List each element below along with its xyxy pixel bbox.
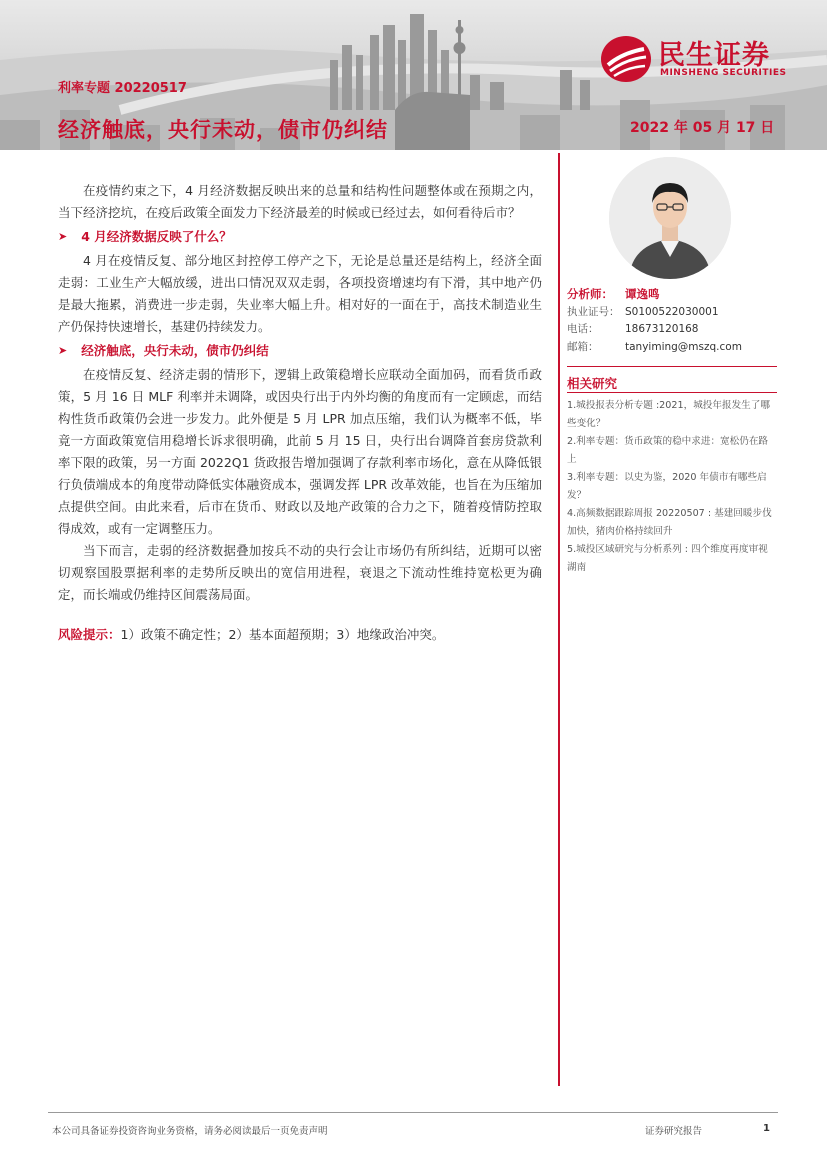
risk-warning [58, 624, 542, 646]
analyst-phone-label: 电话： [567, 323, 599, 335]
related-item-1: 1.城投报表分析专题 :2021，城投年报发生了哪些变化？ [567, 400, 770, 429]
related-separator [567, 392, 777, 393]
analyst-name-label: 分析师： [567, 287, 613, 301]
report-date: 2022 年 05 月 17 日 [630, 120, 775, 136]
analyst-email-row [567, 339, 742, 357]
risk-label: 风险提示： [58, 627, 121, 642]
section-paragraph-2a: 在疫情反复、经济走弱的情形下，逻辑上政策稳增长应联动全面加码，而看货币政策，5 月 16 日 MLF 利率并未调降，或因央行出于内外均衡的角度而有一定顾虑，而结构性货币政策仍会进一步发力。此外便是 5 月 LPR 加点压缩，我们认为概率不低，毕竟一方面政策宽信用稳增长诉求很明确，此前 5 月 15 日，央行出台调降首套房贷款利率下限的政策，另一方面 2022Q1 货政报告增加强调了存款利率市场化，意在从降低银行负债端成本的角度带动降低实体融资成本，强调发挥 LPR 改革效能，也旨在为压缩加点提供空间。由此来看，后市在货币、财政以及地产政策的合力之下，随着疫情防控取得成效，或有一定调整压力。 [58, 367, 542, 536]
section-title-1: 4 月经济数据反映了什么？ [81, 229, 232, 244]
analyst-phone: 18673120168 [625, 323, 699, 335]
analyst-portrait-icon [609, 157, 731, 279]
arrow-bullet-icon: ➤ [58, 230, 68, 243]
minsheng-logo [600, 33, 805, 85]
report-title: 经济触底，央行未动，债市仍纠结 [58, 118, 388, 142]
logo-mark-icon [600, 35, 652, 83]
intro-paragraph: 在疫情约束之下，4 月经济数据反映出来的总量和结构性问题整体或在预期之内，当下经济挖坑，在疫后政策全面发力下经济最差的时候或已经过去，如何看待后市？ [58, 183, 542, 220]
analyst-license-row [567, 304, 742, 322]
section-heading-2 [58, 340, 542, 362]
section-heading-1 [58, 226, 542, 248]
logo-cn-text: 民生证券 [658, 40, 770, 71]
analyst-license-label: 执业证号： [567, 305, 620, 318]
series-label: 利率专题 20220517 [58, 81, 187, 96]
analyst-email-label: 邮箱： [567, 340, 599, 353]
arrow-bullet-icon: ➤ [58, 344, 68, 357]
section-title-2: 经济触底，央行未动，债市仍纠结 [81, 343, 269, 358]
analyst-name-row [567, 286, 742, 304]
related-research-title: 相关研究 [567, 376, 618, 391]
analyst-separator [567, 366, 777, 367]
analyst-email: tanyiming@mszq.com [625, 340, 742, 353]
column-divider [558, 153, 560, 1086]
footer-divider [48, 1112, 778, 1113]
logo-en-text: MINSHENG SECURITIES [660, 68, 787, 78]
main-content [58, 180, 542, 646]
related-item-4: 4.高频数据跟踪周报 20220507 : 基建回暖步伐加快，猪肉价格持续回升 [567, 508, 772, 537]
related-item-3: 3.利率专题：以史为鉴，2020 年债市有哪些启发？ [567, 472, 767, 501]
section-paragraph-1: 4 月在疫情反复、部分地区封控停工停产之下，无论是总量还是结构上，经济全面走弱：工业生产大幅放缓，进出口情况双双走弱，各项投资增速均有下滑，其中地产仍是最大拖累，消费进一步走弱，失业率大幅上升。相对好的一面在于，高技术制造业生产仍保持快速增长，基建仍持续发力。 [58, 253, 542, 334]
analyst-info [567, 286, 742, 356]
header-banner [0, 0, 827, 150]
analyst-name: 谭逸鸣 [625, 287, 660, 301]
risk-text: 1）政策不确定性；2）基本面超预期；3）地缘政治冲突。 [120, 627, 445, 642]
analyst-phone-row [567, 321, 742, 339]
footer-disclaimer: 本公司具备证券投资咨询业务资格，请务必阅读最后一页免责声明 [52, 1126, 328, 1137]
section-paragraph-2b: 当下而言，走弱的经济数据叠加按兵不动的央行会让市场仍有所纠结，近期可以密切观察国股票据利率的走势所反映出的宽信用进程，衰退之下流动性维持宽松更为确定，而长端或仍维持区间震荡局面。 [58, 543, 542, 602]
related-research-list [567, 397, 777, 577]
related-item-2: 2.利率专题：货币政策的稳中求进：宽松仍在路上 [567, 436, 769, 465]
analyst-license: S0100522030001 [625, 305, 719, 318]
related-item-5: 5.城投区域研究与分析系列 : 四个维度再度审视湖南 [567, 544, 768, 573]
page-number: 1 [763, 1123, 770, 1134]
analyst-photo [609, 157, 731, 279]
footer-doc-type: 证券研究报告 [645, 1126, 703, 1137]
